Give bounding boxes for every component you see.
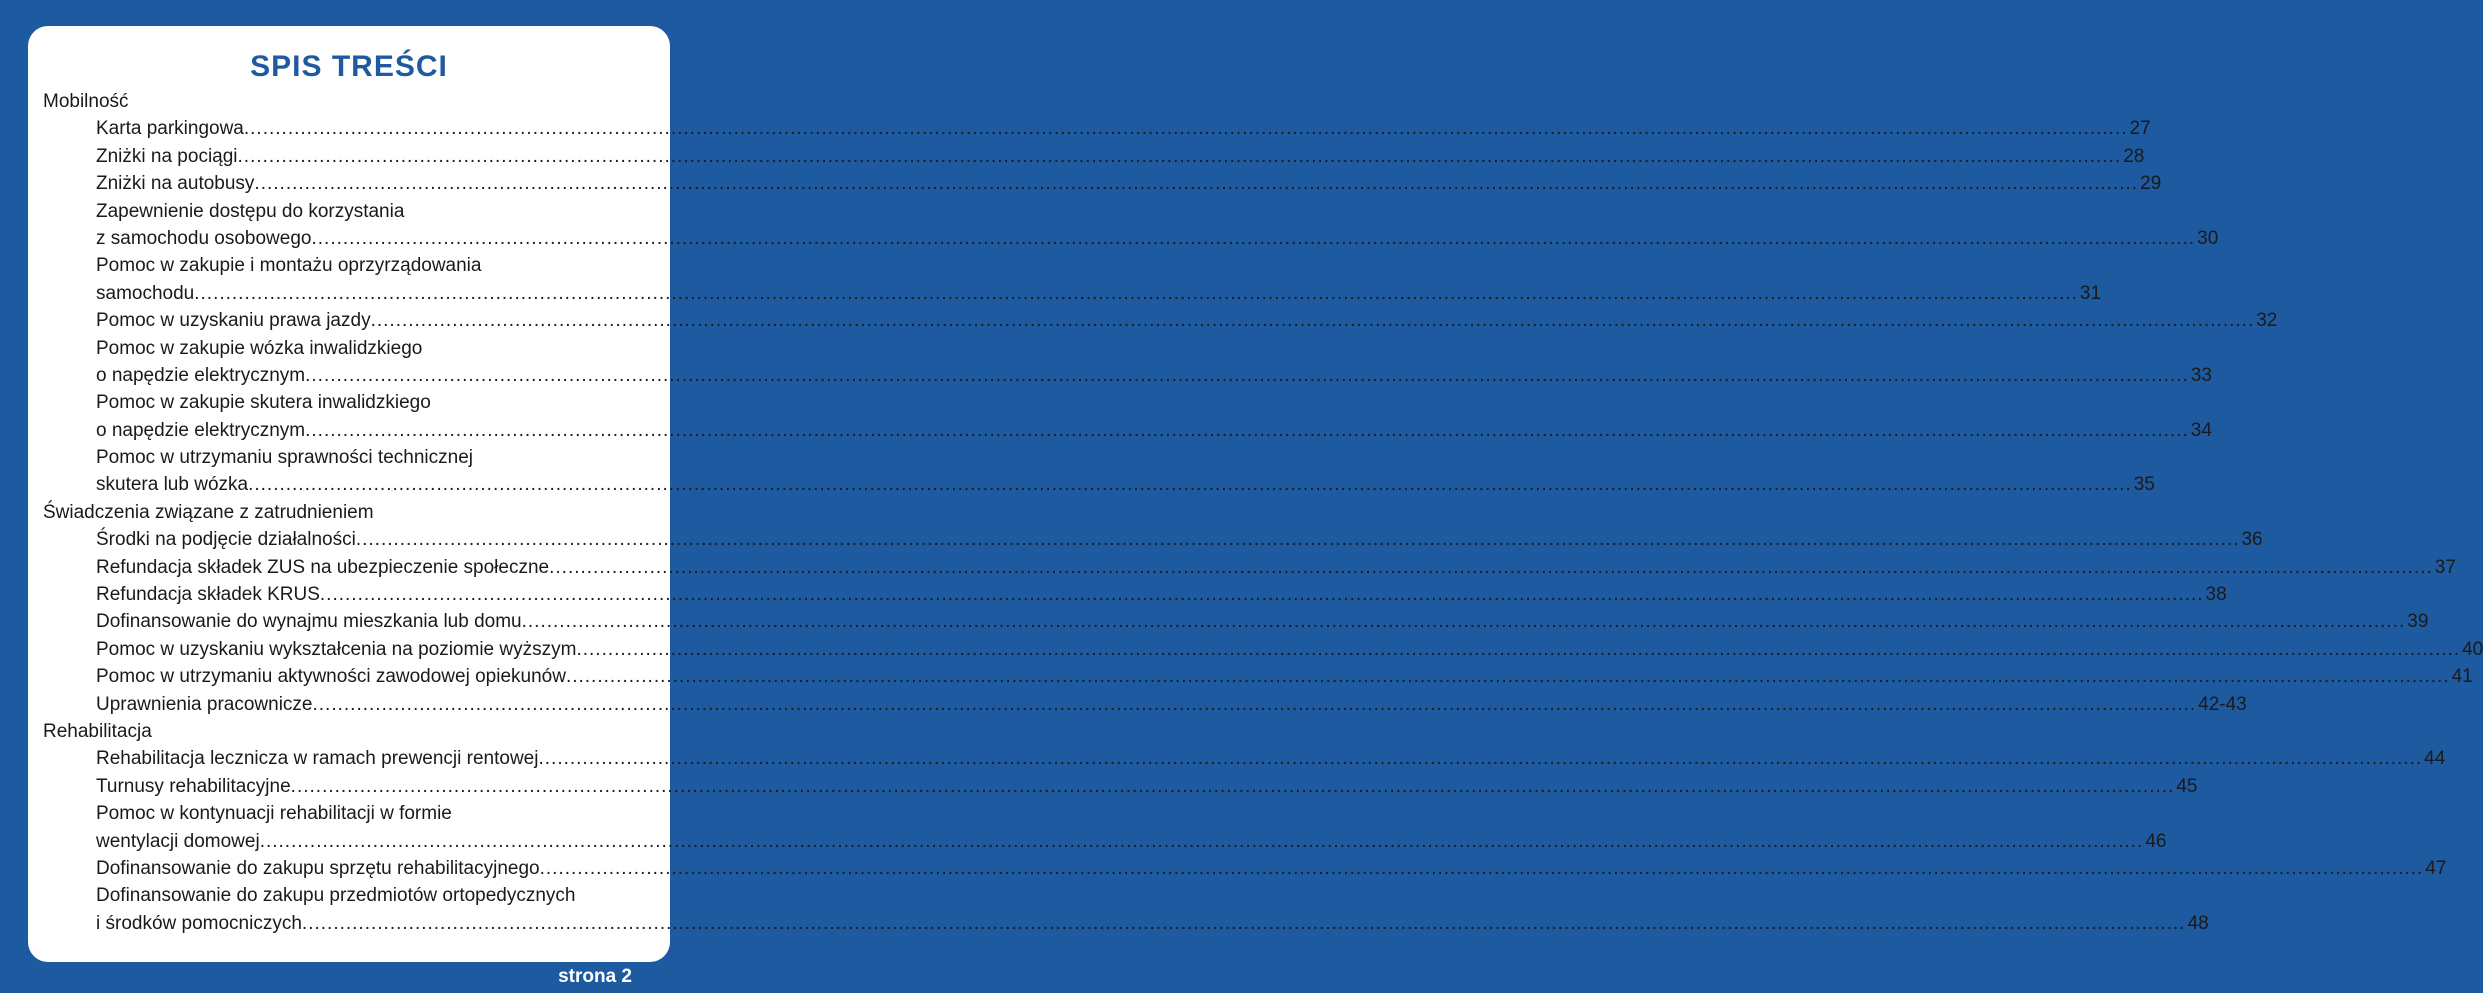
dot-leader: ............................................................................................................................................................................................................................................................................................................ [370,310,2255,332]
toc-entry-page: 47 [2425,857,2447,879]
section-heading: Świadczenia związane z zatrudnieniem [43,501,374,523]
section-heading: Rehabilitacja [43,720,152,742]
dot-leader: ............................................................................................................................................................................................................................................................................................................ [305,419,2189,441]
toc-entry[interactable] [96,882,2209,937]
dot-leader: ............................................................................................................................................................................................................................................................................................................ [521,611,2406,633]
toc-entry-title: Pomoc w utrzymaniu aktywności zawodowej opiekunów [96,666,566,688]
toc-entry-title: i środków pomocniczych [96,912,302,934]
dot-leader: ............................................................................................................................................................................................................................................................................................................ [549,556,2433,578]
toc-entry-title: Pomoc w zakupie skutera inwalidzkiego [96,392,431,414]
toc-entry-title: Turnusy rehabilitacyjne [96,775,291,797]
toc-entry-page: 35 [2133,474,2155,496]
dot-leader: ............................................................................................................................................................................................................................................................................................................ [248,474,2132,496]
toc-entry-page: 42-43 [2198,693,2247,715]
toc-entry-page: 37 [2434,556,2456,578]
toc-entry-title: Refundacja składek ZUS na ubezpieczenie społeczne [96,556,550,578]
toc-entry-title: Pomoc w uzyskaniu prawa jazdy [96,310,371,332]
dot-leader: ............................................................................................................................................................................................................................................................................................................ [576,638,2461,660]
toc-entry-page: 41 [2451,666,2473,688]
toc-entry-page: 40 [2462,638,2483,660]
toc-entry-page: 32 [2256,310,2278,332]
table-of-contents [43,88,2483,937]
toc-entry-title: Uprawnienia pracownicze [96,693,313,715]
toc-entry-page: 29 [2140,173,2162,195]
toc-entry[interactable] [96,800,2167,855]
toc-entry-title: Pomoc w zakupie wózka inwalidzkiego [96,337,423,359]
dot-leader: ............................................................................................................................................................................................................................................................................................................ [355,529,2240,551]
toc-entry-page: 33 [2190,364,2212,386]
dot-leader: ............................................................................................................................................................................................................................................................................................................ [290,775,2175,797]
toc-entry[interactable] [96,143,2145,170]
dot-leader: ............................................................................................................................................................................................................................................................................................................ [243,118,2128,140]
toc-entry-title: Dofinansowanie do zakupu sprzętu rehabilitacyjnego [96,857,540,879]
toc-entry[interactable] [96,444,2155,499]
toc-entry[interactable] [96,636,2483,663]
toc-entry-title: Pomoc w uzyskaniu wykształcenia na poziomie wyższym [96,638,577,660]
toc-entry-title: Pomoc w zakupie i montażu oprzyrządowania [96,255,482,277]
toc-entry-title: samochodu [96,282,195,304]
toc-entry-page: 27 [2129,118,2151,140]
toc-entry[interactable] [96,745,2446,772]
toc-entry-page: 39 [2407,611,2429,633]
toc-entry-title: o napędzie elektrycznym [96,364,306,386]
toc-entry-page: 48 [2187,912,2209,934]
content-card [28,26,2483,962]
section-heading: Mobilność [43,91,129,112]
toc-entry[interactable] [96,389,2212,444]
dot-leader: ............................................................................................................................................................................................................................................................................................................ [538,748,2423,770]
toc-entry[interactable] [96,773,2198,800]
toc-entry-page: 28 [2123,145,2145,167]
toc-entry-page: 44 [2424,748,2446,770]
toc-entry-page: 38 [2205,584,2227,606]
toc-entry-page: 36 [2241,529,2263,551]
toc-entry-page: 30 [2197,227,2219,249]
toc-entry-title: Pomoc w kontynuacji rehabilitacji w formie [96,803,452,825]
toc-entry[interactable] [96,663,2473,690]
toc-entry-title: Dofinansowanie do wynajmu mieszkania lub domu [96,611,522,633]
dot-leader: ............................................................................................................................................................................................................................................................................................................ [237,145,2122,167]
toc-entry[interactable] [96,198,2219,253]
toc-entry[interactable] [96,581,2227,608]
toc-entry-title: Karta parkingowa [96,118,244,140]
dot-leader: ............................................................................................................................................................................................................................................................................................................ [194,282,2078,304]
toc-entry[interactable] [96,170,2162,197]
toc-entry-page: 31 [2079,282,2102,304]
dot-leader: ............................................................................................................................................................................................................................................................................................................ [565,666,2450,688]
toc-entry[interactable] [96,526,2263,553]
dot-leader: ............................................................................................................................................................................................................................................................................................................ [319,584,2204,606]
toc-entry-title: Dofinansowanie do zakupu przedmiotów ortopedycznych [96,885,576,907]
toc-entry[interactable] [96,691,2247,718]
toc-entry-title: Rehabilitacja lecznicza w ramach prewencji rentowej [96,748,539,770]
toc-entry-title: skutera lub wózka [96,474,249,496]
toc-entry[interactable] [96,307,2278,334]
toc-entry[interactable] [96,855,2447,882]
toc-entry-page: 45 [2176,775,2198,797]
toc-entry-title: Zapewnienie dostępu do korzystania [96,200,405,222]
toc-entry[interactable] [96,115,2151,142]
dot-leader: ............................................................................................................................................................................................................................................................................................................ [312,693,2197,715]
toc-entry-title: Zniżki na autobusy [96,173,255,195]
page-number: strona 2 [558,966,632,987]
toc-entry[interactable] [96,608,2429,635]
toc-entry-page: 46 [2145,830,2167,852]
dot-leader: ............................................................................................................................................................................................................................................................................................................ [301,912,2186,934]
toc-entry-title: z samochodu osobowego [96,227,312,249]
dot-leader: ............................................................................................................................................................................................................................................................................................................ [305,364,2189,386]
toc-entry-title: Pomoc w utrzymaniu sprawności technicznej [96,447,473,469]
toc-entry[interactable] [96,554,2456,581]
dot-leader: ............................................................................................................................................................................................................................................................................................................ [254,173,2139,195]
dot-leader: ............................................................................................................................................................................................................................................................................................................ [311,227,2196,249]
toc-entry-page: 34 [2190,419,2212,441]
page-title: SPIS TREŚCI [250,50,448,83]
toc-entry[interactable] [96,335,2212,390]
toc-entry-title: o napędzie elektrycznym [96,419,306,441]
dot-leader: ............................................................................................................................................................................................................................................................................................................ [539,857,2424,879]
toc-entry-title: Zniżki na pociągi [96,145,238,167]
toc-entry-title: Środki na podjęcie działalności [96,529,356,551]
toc-entry[interactable] [96,252,2102,307]
toc-entry-title: Refundacja składek KRUS [96,584,320,606]
dot-leader: ............................................................................................................................................................................................................................................................................................................ [259,830,2144,852]
toc-entry-title: wentylacji domowej [96,830,260,852]
